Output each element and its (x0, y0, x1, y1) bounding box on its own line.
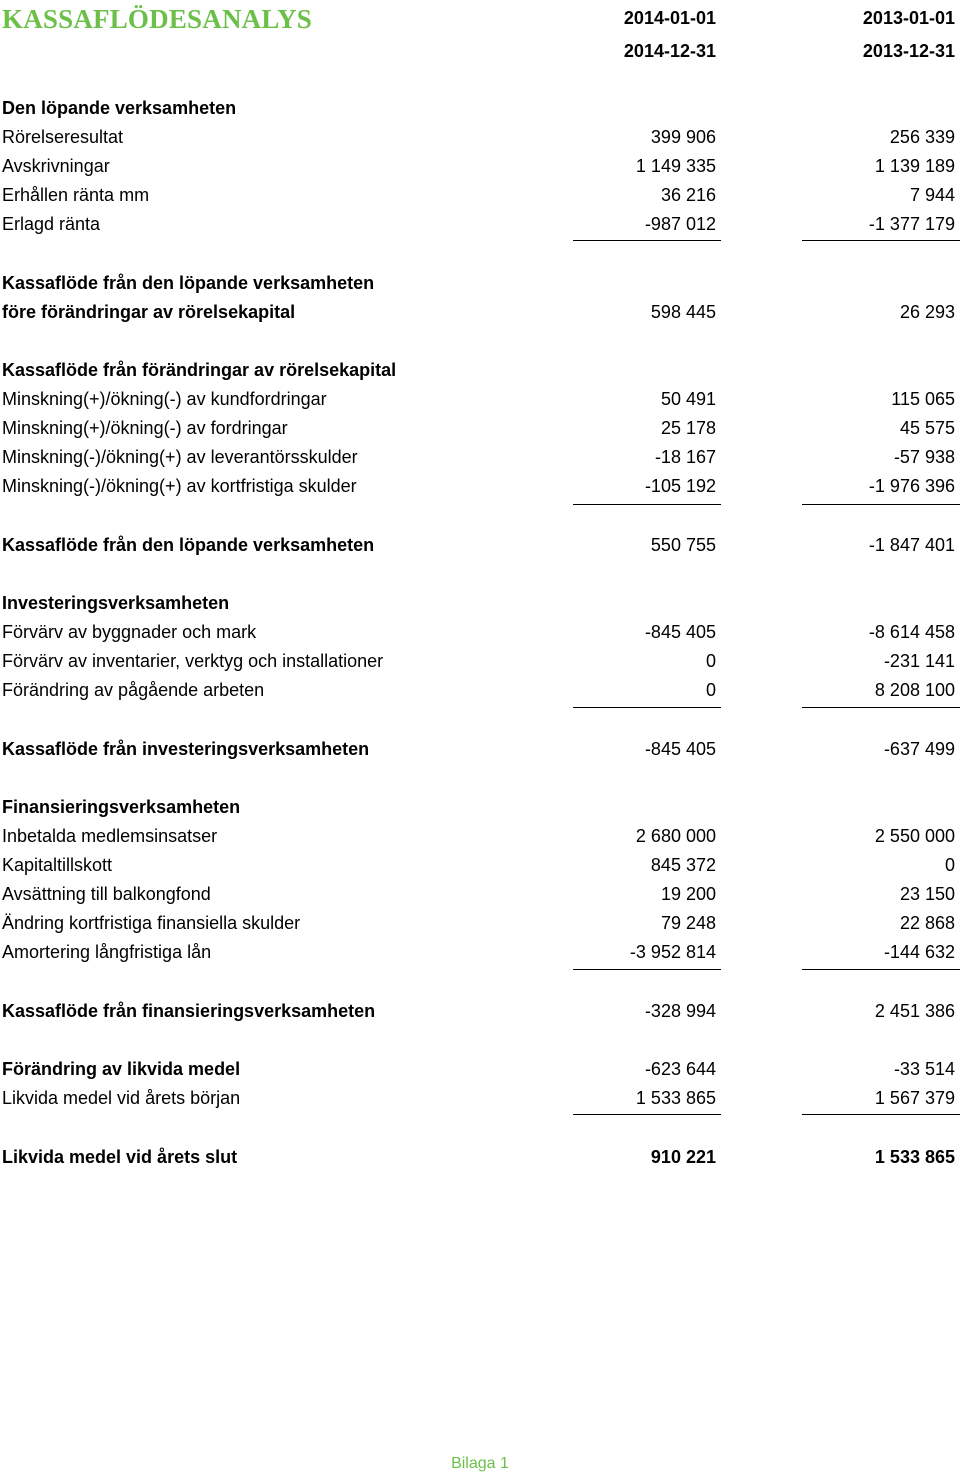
row-value-2013: 1 139 189 (874, 156, 955, 176)
row-value-2013: 1 533 865 (874, 1147, 955, 1167)
column-2-from: 2013-01-01 (862, 8, 955, 28)
row-label: Kassaflöde från finansieringsverksamheten (2, 1001, 376, 1021)
row-value-2014: 550 755 (650, 535, 716, 555)
column-2-to: 2013-12-31 (862, 41, 955, 61)
row-value-2014: 0 (705, 680, 716, 700)
row-label: Investeringsverksamheten (2, 593, 230, 613)
table-row (0, 185, 960, 214)
row-label: Rörelseresultat (2, 127, 124, 147)
row-value-2013: -1 377 179 (868, 214, 955, 234)
table-row (0, 622, 960, 651)
row-value-2014: 25 178 (660, 418, 716, 438)
row-label: Kassaflöde från förändringar av rörelsekapital (2, 360, 397, 380)
row-label: Erlagd ränta (2, 214, 101, 234)
row-value-2014: 79 248 (660, 913, 716, 933)
row-value-2014: 598 445 (650, 302, 716, 322)
row-value-2013: -1 976 396 (868, 476, 955, 496)
row-value-2013: 0 (944, 855, 955, 875)
rule-before-subtotal-3-col1 (573, 707, 721, 708)
row-label: Erhållen ränta mm (2, 185, 150, 205)
row-label: före förändringar av rörelsekapital (2, 302, 296, 322)
row-label: Minskning(-)/ökning(+) av leverantörsskulder (2, 447, 358, 467)
rule-before-subtotal-2-col1 (573, 504, 721, 505)
row-value-2014: -3 952 814 (629, 942, 716, 962)
page-title: KASSAFLÖDESANALYS (2, 4, 312, 34)
row-label: Minskning(+)/ökning(-) av kundfordringar (2, 389, 327, 409)
table-row (0, 98, 960, 127)
row-value-2014: 845 372 (650, 855, 716, 875)
row-value-2014: 0 (705, 651, 716, 671)
row-value-2014: -105 192 (644, 476, 716, 496)
row-label: Kapitaltillskott (2, 855, 113, 875)
table-row (0, 127, 960, 156)
row-value-2014: -18 167 (654, 447, 716, 467)
row-value-2014: -623 644 (644, 1059, 716, 1079)
row-value-2013: -33 514 (893, 1059, 955, 1079)
rule-before-subtotal-1-col1 (573, 240, 721, 241)
row-label: Avsättning till balkongfond (2, 884, 211, 904)
footer-label: Bilaga 1 (451, 1455, 509, 1472)
row-value-2013: -144 632 (883, 942, 955, 962)
column-1-to: 2014-12-31 (623, 41, 716, 61)
table-row (0, 535, 960, 564)
row-value-2013: 115 065 (891, 389, 955, 409)
row-value-2013: 22 868 (899, 913, 955, 933)
table-row (0, 884, 960, 913)
row-label: Avskrivningar (2, 156, 110, 176)
row-label: Minskning(-)/ökning(+) av kortfristiga skulder (2, 476, 357, 496)
rule-before-total-col2 (802, 1114, 960, 1115)
rule-before-subtotal-1-col2 (802, 240, 960, 241)
rule-before-total-col1 (573, 1114, 721, 1115)
row-value-2014: -987 012 (644, 214, 716, 234)
table-row (0, 1059, 960, 1088)
row-value-2013: 2 550 000 (874, 826, 955, 846)
table-row (0, 942, 960, 971)
table-row (0, 913, 960, 942)
row-value-2013: 7 944 (909, 185, 955, 205)
row-label: Kassaflöde från den löpande verksamheten (2, 535, 375, 555)
table-row (0, 156, 960, 185)
table-row (0, 855, 960, 884)
row-value-2013: 45 575 (899, 418, 955, 438)
row-value-2014: -328 994 (644, 1001, 716, 1021)
row-value-2014: 1 149 335 (635, 156, 716, 176)
table-row (0, 680, 960, 709)
row-label: Förändring av likvida medel (2, 1059, 241, 1079)
table-row (0, 302, 960, 331)
row-value-2014: 399 906 (650, 127, 716, 147)
row-value-2013: 23 150 (899, 884, 955, 904)
table-row (0, 1088, 960, 1117)
rule-before-subtotal-2-col2 (802, 504, 960, 505)
row-value-2014: 50 491 (660, 389, 716, 409)
rule-before-subtotal-3-col2 (802, 707, 960, 708)
row-value-2013: 256 339 (889, 127, 955, 147)
column-1-from: 2014-01-01 (623, 8, 716, 28)
table-row (0, 418, 960, 447)
row-value-2013: -8 614 458 (868, 622, 955, 642)
table-row (0, 797, 960, 826)
table-row (0, 739, 960, 768)
table-row (0, 389, 960, 418)
row-value-2014: 1 533 865 (635, 1088, 716, 1108)
row-label: Finansieringsverksamheten (2, 797, 241, 817)
row-value-2013: 8 208 100 (874, 680, 955, 700)
row-value-2013: 2 451 386 (874, 1001, 955, 1021)
row-label: Amortering långfristiga lån (2, 942, 212, 962)
row-label: Inbetalda medlemsinsatser (2, 826, 218, 846)
table-row (0, 360, 960, 389)
row-label: Förändring av pågående arbeten (2, 680, 265, 700)
row-value-2013: -1 847 401 (868, 535, 955, 555)
table-row (0, 1147, 960, 1176)
table-row (0, 593, 960, 622)
row-label: Likvida medel vid årets slut (2, 1147, 238, 1167)
table-row (0, 1001, 960, 1030)
rule-before-subtotal-4-col2 (802, 969, 960, 970)
row-label: Kassaflöde från investeringsverksamheten (2, 739, 370, 759)
row-value-2013: -57 938 (893, 447, 955, 467)
rule-before-subtotal-4-col1 (573, 969, 721, 970)
table-row (0, 214, 960, 243)
row-value-2013: 1 567 379 (874, 1088, 955, 1108)
table-row (0, 826, 960, 855)
row-label: Den löpande verksamheten (2, 98, 237, 118)
row-label: Minskning(+)/ökning(-) av fordringar (2, 418, 288, 438)
table-row (0, 273, 960, 302)
row-value-2014: 2 680 000 (635, 826, 716, 846)
row-label: Förvärv av inventarier, verktyg och installationer (2, 651, 384, 671)
table-row (0, 476, 960, 505)
row-value-2014: -845 405 (644, 739, 716, 759)
row-label: Förvärv av byggnader och mark (2, 622, 257, 642)
table-row (0, 447, 960, 476)
row-value-2013: -231 141 (883, 651, 955, 671)
row-value-2013: 26 293 (899, 302, 955, 322)
row-value-2014: 910 221 (650, 1147, 716, 1167)
row-value-2013: -637 499 (883, 739, 955, 759)
row-value-2014: 36 216 (660, 185, 716, 205)
row-label: Likvida medel vid årets början (2, 1088, 241, 1108)
table-row (0, 651, 960, 680)
row-label: Ändring kortfristiga finansiella skulder (2, 913, 301, 933)
row-label: Kassaflöde från den löpande verksamheten (2, 273, 375, 293)
row-value-2014: 19 200 (660, 884, 716, 904)
row-value-2014: -845 405 (644, 622, 716, 642)
